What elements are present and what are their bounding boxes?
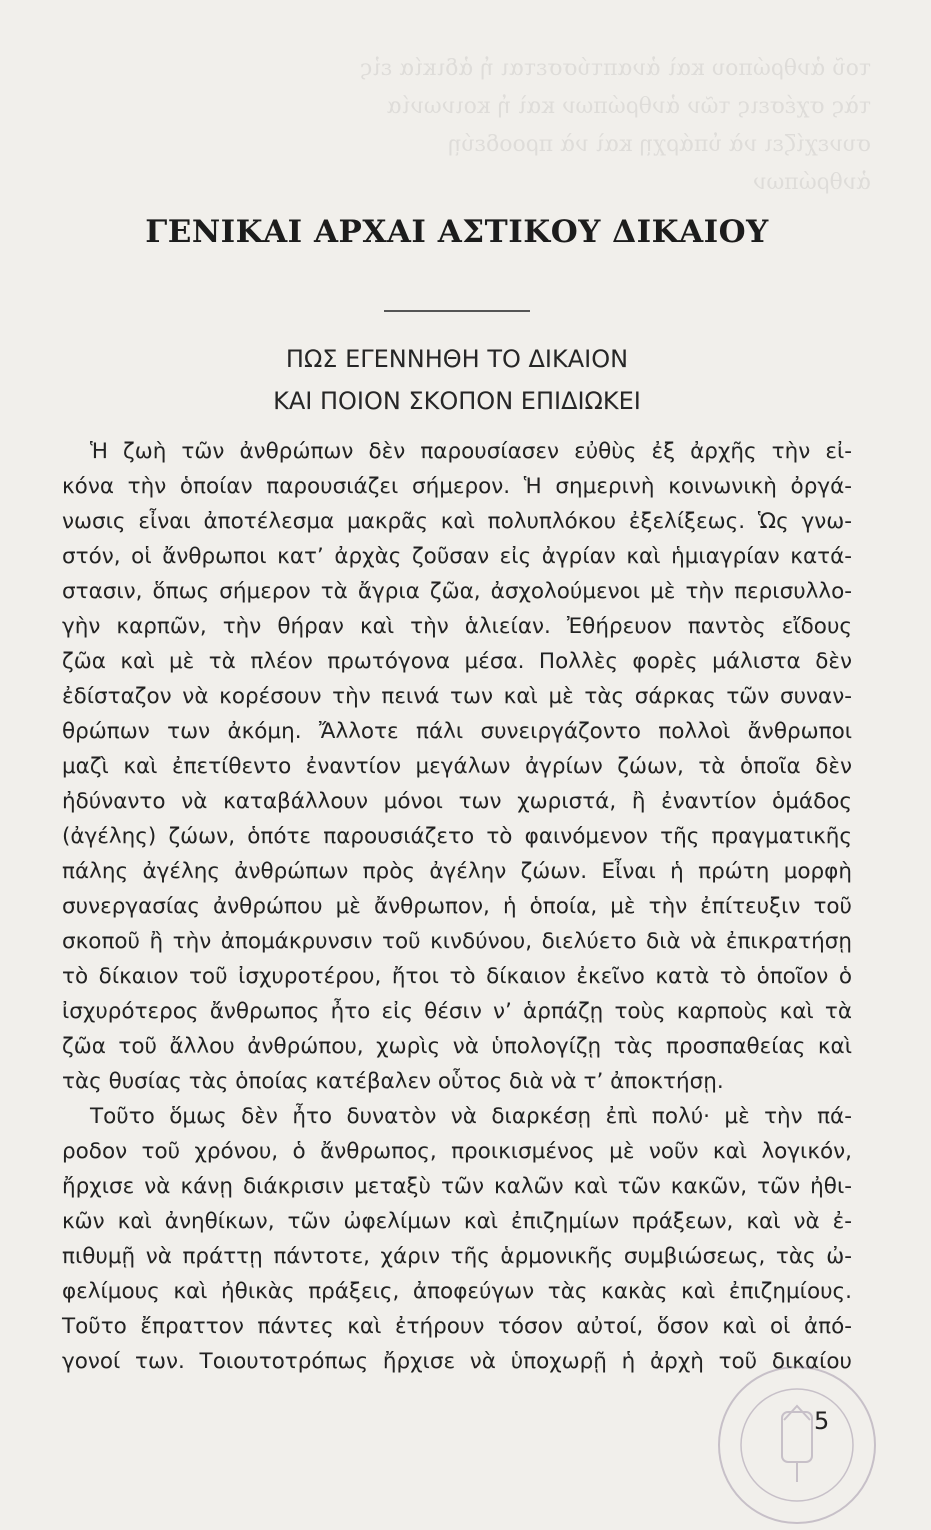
title-divider (384, 310, 530, 312)
text-line: γὴν καρπῶν, τὴν θήραν καὶ τὴν ἁλιείαν. Ἐθήρευον παντὸς εἴδους (62, 614, 852, 639)
text-line: ἤρχισε νὰ κάνῃ διάκρισιν μεταξὺ τῶν καλῶν καὶ τῶν κακῶν, τῶν ἠθι- (62, 1174, 852, 1199)
chapter-title: ΓΕΝΙΚΑΙ ΑΡΧΑΙ ΑΣΤΙΚΟΥ ΔΙΚΑΙΟΥ (145, 214, 769, 250)
text-line: Τοῦτο ἔπραττον πάντες καὶ ἐτήρουν τόσον αὐτοί, ὅσον καὶ οἱ ἀπό- (62, 1314, 852, 1339)
text-line: στόν, οἱ ἄνθρωποι κατ’ ἀρχὰς ζοῦσαν εἰς ἀγρίαν καὶ ἡμιαγρίαν κατά- (62, 544, 852, 569)
text-line: ζῶα καὶ μὲ τὰ πλέον πρωτόγονα μέσα. Πολλὲς φορὲς μάλιστα δὲν (62, 649, 852, 674)
bleed-line: συνεχίζει νὰ ὑπάρχῃ καὶ νὰ προοδεύῃ (448, 132, 871, 157)
section-heading-line-2: ΚΑΙ ΠΟΙΟΝ ΣΚΟΠΟΝ ΕΠΙΔΙΩΚΕΙ (273, 387, 641, 415)
paragraph-1 (62, 434, 852, 1099)
text-line: τὰς θυσίας τὰς ὁποίας κατέβαλεν οὗτος διὰ νὰ τ’ ἀποκτήσῃ. (62, 1069, 724, 1094)
bleed-line: τοῦ ἀνθρώπου καὶ ἀναπτύσσεται ἡ ἀδικία εἰς (359, 56, 871, 81)
text-line: μαζὶ καὶ ἐπετίθεντο ἐναντίον μεγάλων ἀγρίων ζώων, τὰ ὁποῖα δὲν (62, 754, 852, 779)
text-line: φελίμους καὶ ἠθικὰς πράξεις, ἀποφεύγων τὰς κακὰς καὶ ἐπιζημίους. (62, 1279, 852, 1304)
text-line: νωσις εἶναι ἀποτέλεσμα μακρᾶς καὶ πολυπλόκου ἐξελίξεως. Ὡς γνω- (62, 509, 852, 534)
text-line: κῶν καὶ ἀνηθίκων, τῶν ὠφελίμων καὶ ἐπιζημίων πράξεων, καὶ νὰ ἐ- (62, 1209, 852, 1234)
paragraph-2 (62, 1099, 852, 1379)
page-number: 5 (814, 1407, 830, 1435)
bleed-line: τὰς σχέσεις τῶν ἀνθρώπων καὶ ἡ κοινωνία (386, 94, 871, 119)
text-line: Τοῦτο ὅμως δὲν ἦτο δυνατὸν νὰ διαρκέσῃ ἐπὶ πολύ· μὲ τὴν πά- (90, 1104, 852, 1129)
text-line: τὸ δίκαιον τοῦ ἰσχυροτέρου, ἤτοι τὸ δίκαιον ἐκεῖνο κατὰ τὸ ὁποῖον ὁ (62, 964, 852, 989)
text-line: ἐδίσταζον νὰ κορέσουν τὴν πεινά των καὶ μὲ τὰς σάρκας τῶν συναν- (62, 684, 852, 709)
section-heading-line-1: ΠΩΣ ΕΓΕΝΝΗΘΗ ΤΟ ΔΙΚΑΙΟΝ (285, 345, 629, 373)
body-text (62, 434, 852, 1379)
text-line: συνεργασίας ἀνθρώπου μὲ ἄνθρωπον, ἡ ὁποία, μὲ τὴν ἐπίτευξιν τοῦ (62, 894, 852, 919)
text-line: ζῶα τοῦ ἄλλου ἀνθρώπου, χωρὶς νὰ ὑπολογίζῃ τὰς προσπαθείας καὶ (62, 1034, 852, 1059)
bleed-line: ἀνθρώπων (752, 170, 871, 195)
text-line: ἰσχυρότερος ἄνθρωπος ἦτο εἰς θέσιν ν’ ἁρπάζῃ τοὺς καρποὺς καὶ τὰ (62, 999, 852, 1024)
page-content (62, 214, 852, 1379)
section-heading (62, 338, 852, 422)
text-line: γονοί των. Τοιουτοτρόπως ἤρχισε νὰ ὑποχωρῇ ἡ ἀρχὴ τοῦ δικαίου (62, 1349, 852, 1374)
text-line: (ἀγέλης) ζώων, ὁπότε παρουσιάζετο τὸ φαινόμενον τῆς πραγματικῆς (62, 824, 852, 849)
text-line: κόνα τὴν ὁποίαν παρουσιάζει σήμερον. Ἡ σημερινὴ κοινωνικὴ ὀργά- (62, 474, 852, 499)
text-line: στασιν, ὅπως σήμερον τὰ ἄγρια ζῶα, ἀσχολούμενοι μὲ τὴν περισυλλο- (62, 579, 852, 604)
text-line: Ἡ ζωὴ τῶν ἀνθρώπων δὲν παρουσίασεν εὐθὺς ἐξ ἀρχῆς τὴν εἰ- (90, 439, 852, 464)
text-line: θρώπων των ἀκόμη. Ἄλλοτε πάλι συνειργάζοντο πολλοὶ ἄνθρωποι (62, 719, 852, 744)
bleed-through-text (0, 0, 931, 230)
text-line: πάλης ἀγέλης ἀνθρώπων πρὸς ἀγέλην ζώων. Εἶναι ἡ πρώτη μορφὴ (62, 859, 852, 884)
text-line: ροδον τοῦ χρόνου, ὁ ἄνθρωπος, προικισμένος μὲ νοῦν καὶ λογικόν, (62, 1139, 852, 1164)
library-stamp-icon (712, 1360, 882, 1530)
text-line: ἠδύναντο νὰ καταβάλλουν μόνοι των χωριστά, ἢ ἐναντίον ὁμάδος (62, 789, 852, 814)
text-line: σκοποῦ ἢ τὴν ἀπομάκρυνσιν τοῦ κινδύνου, διελύετο διὰ νὰ ἐπικρατήσῃ (62, 929, 852, 954)
text-line: πιθυμῇ νὰ πράττῃ πάντοτε, χάριν τῆς ἁρμονικῆς συμβιώσεως, τὰς ὠ- (62, 1244, 852, 1269)
